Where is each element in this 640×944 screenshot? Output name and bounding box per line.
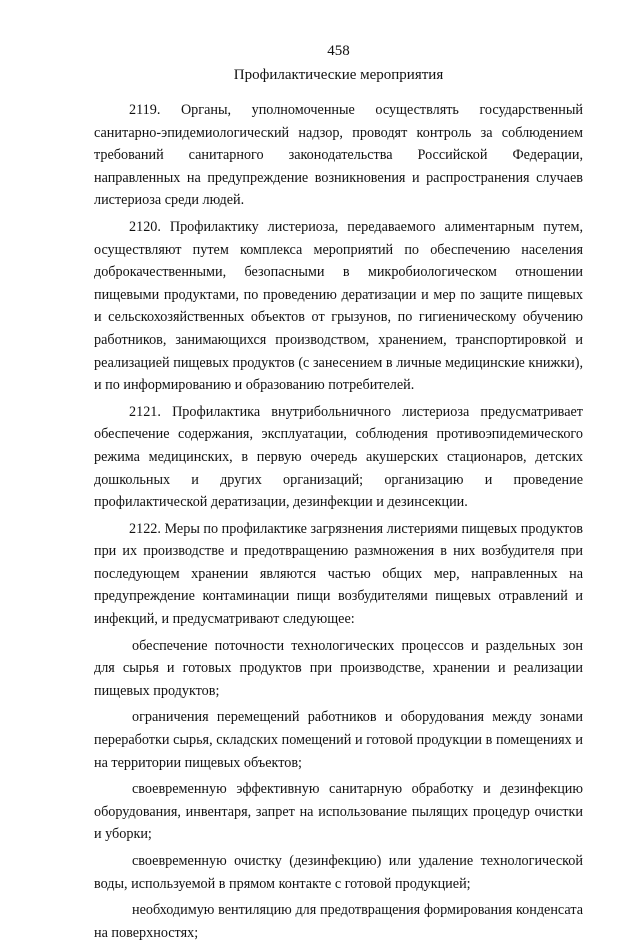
paragraph-2120: 2120. Профилактику листериоза, передаваемого алиментарным путем, осуществляют путем комплекса мероприятий по обеспечению населения доброкачественными, безопасными в микробиологическом отношении пищевыми продуктами, по проведению дератизации и мер по защите пищевых и сельскохозяйственных объектов от грызунов, по гигиеническому обучению работников, занимающихся производством, хранением, транспортировкой и реализацией пищевых продуктов (с занесением в личные медицинские книжки), и по информированию и образованию потребителей. (94, 218, 583, 394)
list-item: своевременную очистку (дезинфекцию) или удаление технологической воды, используемой в прямом контакте с готовой продукцией; (94, 853, 583, 892)
list-item: обеспечение поточности технологических процессов и раздельных зон для сырья и готовых продуктов при производстве, хранении и реализации пищевых продуктов; (94, 637, 583, 699)
list-item: необходимую вентиляцию для предотвращения формирования конденсата на поверхностях; (94, 902, 583, 941)
page-number: 458 (327, 43, 350, 59)
paragraph-2121: 2121. Профилактика внутрибольничного листериоза предусматривает обеспечение содержания, эксплуатации, соблюдения противоэпидемического режима медицинских, в первую очередь акушерских стационаров, детских дошкольных и других организаций; организацию и проведение профилактической дератизации, дезинфекции и дезинсекции. (94, 403, 583, 511)
list-item: своевременную эффективную санитарную обработку и дезинфекцию оборудования, инвентаря, запрет на использование пылящих процедур очистки и уборки; (94, 781, 583, 843)
list-item: ограничения перемещений работников и оборудования между зонами переработки сырья, складских помещений и готовой продукции в помещениях и на территории пищевых объектов; (94, 709, 583, 771)
section-title: Профилактические мероприятия (233, 67, 444, 83)
paragraph-2119: 2119. Органы, уполномоченные осуществлять государственный санитарно-эпидемиологический надзор, проводят контроль за соблюдением требований санитарного законодательства Российской Федерации, направленных на предупреждение возникновения и распространения случаев листериоза среди людей. (94, 102, 583, 209)
paragraph-2122: 2122. Меры по профилактике загрязнения листериями пищевых продуктов при их производстве и предотвращению размножения в них возбудителя при последующем хранении являются частью общих мер, направленных на предупреждение контаминации пищи возбудителями пищевых отравлений и инфекций, и предусматривают следующее: (94, 520, 583, 628)
